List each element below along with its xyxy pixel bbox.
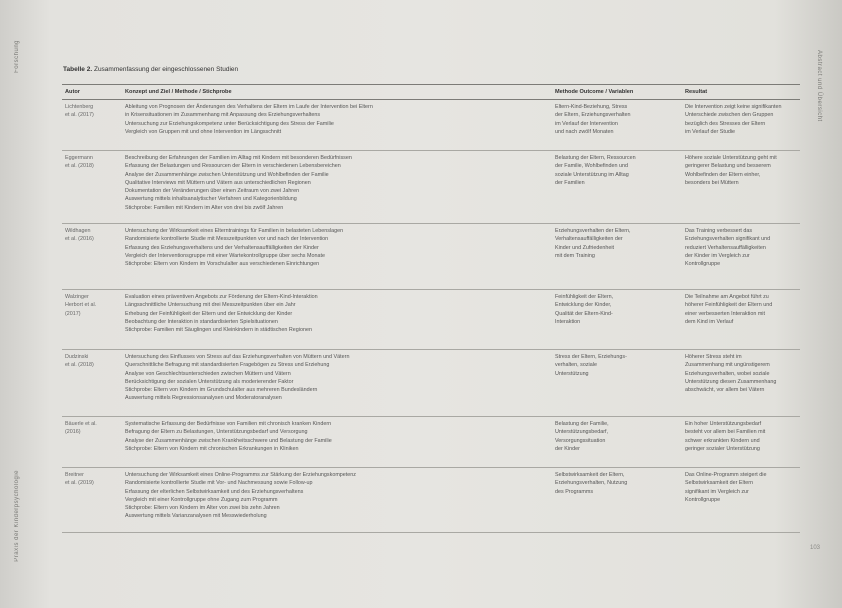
cell-outcome-line: Belastung der Eltern, Ressourcen [555, 155, 636, 161]
cell-design-line: Vergleich mit einer Kontrollgruppe ohne Zugang zum Programm [125, 496, 278, 503]
cell-result-line: besonders bei Müttern [685, 179, 739, 186]
cell-result-line: Das Online-Programm steigert die [685, 472, 767, 478]
cell-design [122, 417, 552, 468]
cell-design-line: Systematische Erfassung der Bedürfnisse von Familien mit chronisch kranken Kindern [125, 421, 332, 427]
cell-design [122, 224, 552, 290]
cell-design-line: Dokumentation der Veränderungen über einen Zeitraum von zwei Jahren [125, 188, 300, 195]
cell-design-line: Auswertung mittels Varianzanalysen mit Messwiederholung [125, 513, 267, 520]
cell-result-line: geringerer Belastung und besserem [685, 163, 771, 170]
cell-result-line: einer verbesserten Interaktion mit [685, 310, 765, 317]
cell-design-line: Längsschnittliche Untersuchung mit drei Messzeitpunkten über ein Jahr [125, 302, 296, 309]
cell-author-line: Eggermann [65, 155, 93, 161]
cell-result-line: Das Training verbessert das [685, 228, 753, 234]
cell-author-line: et al. (2016) [65, 236, 94, 243]
cell-author [62, 417, 122, 468]
cell-author [62, 224, 122, 290]
cell-outcome-line: und nach zwölf Monaten [555, 128, 614, 135]
cell-outcome-line: verhalten, soziale [555, 362, 597, 369]
cell-result [682, 224, 800, 290]
cell-result-line: Die Teilnahme am Angebot führt zu [685, 294, 769, 300]
cell-author [62, 100, 122, 151]
cell-outcome-line: im Verlauf der Intervention [555, 120, 618, 127]
cell-result-line: bezüglich des Stresses der Eltern [685, 120, 766, 127]
running-footer-left: Praxis der Kinderpsychologie [14, 470, 20, 562]
cell-design-line: Erfassung der Belastungen und Ressourcen der Eltern in verschiedenen Lebensbereichen [125, 163, 341, 170]
cell-outcome-line: Unterstützungsbedarf, [555, 429, 609, 436]
cell-design-line: Auswertung mittels inhaltsanalytischer Verfahren und Kategorienbildung [125, 196, 297, 203]
cell-outcome-line: Verhaltensauffälligkeiten der [555, 236, 623, 243]
cell-author-line: (2017) [65, 310, 81, 317]
cell-design-line: Randomisierte kontrollierte Studie mit Vor- und Nachmessung sowie Follow-up [125, 480, 313, 487]
cell-outcome-line: soziale Unterstützung im Alltag [555, 171, 629, 178]
cell-author-line: et al. (2018) [65, 163, 94, 170]
cell-author-line: Bäuerle et al. [65, 421, 97, 427]
cell-author-line: et al. (2017) [65, 112, 94, 119]
cell-design-line: Evaluation eines präventiven Angebots zur Förderung der Eltern-Kind-Interaktion [125, 294, 318, 300]
cell-result-line: Höherer Stress steht im [685, 354, 742, 360]
cell-result-line: Die Intervention zeigt keine signifikanten [685, 104, 782, 110]
cell-design [122, 350, 552, 417]
cell-author-line: Dudzinski [65, 354, 89, 360]
cell-outcome-line: der Eltern, Erziehungsverhalten [555, 112, 631, 119]
cell-design-line: Befragung der Eltern zu Belastungen, Unterstützungsbedarf und Versorgung [125, 429, 308, 436]
cell-outcome [552, 224, 682, 290]
cell-outcome-line: Qualität der Eltern-Kind- [555, 310, 613, 317]
cell-design-line: Beschreibung der Erfahrungen der Familien im Alltag mit Kindern mit besonderen Bedürfnissen [125, 155, 352, 161]
cell-design-line: Stichprobe: Familien mit Kindern im Alter von drei bis zwölf Jahren [125, 204, 284, 211]
cell-result-line: höherer Feinfühligkeit der Eltern und [685, 302, 773, 309]
cell-design-line: Qualitative Interviews mit Müttern und Vätern aus unterschiedlichen Regionen [125, 179, 311, 186]
cell-author-line: et al. (2018) [65, 362, 94, 369]
running-header-left: Forschung [14, 40, 20, 73]
cell-author [62, 151, 122, 224]
header-outcome: Methode Outcome / Variablen [552, 85, 682, 100]
table-caption-label: Tabelle 2. [63, 66, 93, 73]
cell-outcome-line: der Kinder [555, 445, 580, 452]
cell-outcome [552, 468, 682, 533]
table-caption-text: Zusammenfassung der eingeschlossenen Studien [93, 66, 239, 73]
cell-design-line: Analyse der Zusammenhänge zwischen Krankheitsschwere und Belastung der Familie [125, 437, 332, 444]
cell-design-line: Querschnittliche Befragung mit standardisierten Fragebögen zu Stress und Erziehung [125, 362, 330, 369]
cell-author-line: Wildhagen [65, 228, 91, 234]
cell-design-line: Stichprobe: Eltern von Kindern mit chronischen Erkrankungen in Kliniken [125, 445, 299, 452]
cell-design-line: Randomisierte kontrollierte Studie mit Messzeitpunkten vor und nach der Intervention [125, 236, 329, 243]
cell-outcome-line: Selbstwirksamkeit der Eltern, [555, 472, 625, 478]
cell-result-line: Wohlbefinden der Eltern einher, [685, 171, 761, 178]
cell-result-line: signifikant im Vergleich zur [685, 488, 749, 495]
table-row [62, 151, 800, 224]
cell-result [682, 468, 800, 533]
cell-design-line: Stichprobe: Eltern von Kindern im Grundschulalter aus mehreren Bundesländern [125, 387, 318, 394]
cell-outcome-line: Versorgungssituation [555, 437, 606, 444]
cell-design-line: Untersuchung der Wirksamkeit eines Elterntrainings für Familien in belasteten Lebenslagen [125, 228, 344, 234]
table-row [62, 468, 800, 533]
cell-author [62, 290, 122, 350]
cell-design-line: Untersuchung des Einflusses von Stress auf das Erziehungsverhalten von Müttern und Vätern [125, 354, 350, 360]
table-row [62, 290, 800, 350]
cell-outcome-line: Eltern-Kind-Beziehung, Stress [555, 104, 628, 110]
cell-outcome-line: der Familie, Wohlbefinden und [555, 163, 629, 170]
cell-result-line: Erziehungsverhalten signifikant und [685, 236, 771, 243]
cell-outcome-line: Unterstützung [555, 370, 589, 377]
cell-outcome [552, 151, 682, 224]
cell-author-line: et al. (2019) [65, 480, 94, 487]
cell-design [122, 100, 552, 151]
cell-result [682, 100, 800, 151]
cell-author-line: Herbort et al. [65, 302, 97, 309]
cell-design-line: Ableitung von Prognosen der Änderungen des Verhaltens der Eltern im Laufe der Intervention bei Eltern [125, 104, 373, 110]
cell-result-line: besteht vor allem bei Familien mit [685, 429, 766, 436]
cell-author-line: Lichtenberg [65, 104, 94, 110]
cell-result-line: Zusammenhang mit ungünstigerem [685, 362, 770, 369]
cell-result [682, 290, 800, 350]
cell-outcome [552, 350, 682, 417]
cell-design-line: Berücksichtigung der sozialen Unterstützung als moderierender Faktor [125, 378, 294, 385]
cell-result-line: Höhere soziale Unterstützung geht mit [685, 155, 777, 161]
cell-design-line: Vergleich der Interventionsgruppe mit einer Wartekontrollgruppe über sechs Monate [125, 252, 325, 259]
cell-design [122, 290, 552, 350]
cell-design-line: Vergleich von Gruppen mit und ohne Intervention im Längsschnitt [125, 128, 282, 135]
cell-author-line: Breitner [65, 472, 84, 478]
cell-design-line: Erfassung der elterlichen Selbstwirksamkeit und des Erziehungsverhaltens [125, 488, 304, 495]
cell-design-line: Analyse der Zusammenhänge zwischen Unterstützung und Wohlbefinden der Familie [125, 171, 329, 178]
cell-result-line: reduziert Verhaltensauffälligkeiten [685, 244, 766, 251]
cell-design-line: in Krisensituationen im Zusammenhang mit Anpassung des Erziehungsverhaltens [125, 112, 321, 119]
cell-author [62, 468, 122, 533]
cell-result-line: schwer erkrankten Kindern und [685, 437, 760, 444]
table-row [62, 224, 800, 290]
cell-author-line: (2016) [65, 429, 81, 436]
cell-outcome-line: Kinder und Zufriedenheit [555, 244, 615, 251]
cell-design [122, 468, 552, 533]
cell-result [682, 417, 800, 468]
table-row [62, 417, 800, 468]
cell-design-line: Stichprobe: Eltern von Kindern im Alter von zwei bis zehn Jahren [125, 505, 280, 512]
cell-outcome-line: mit dem Training [555, 252, 595, 259]
cell-result-line: Unterschiede zwischen den Gruppen [685, 112, 774, 119]
cell-design-line: Erhebung der Feinfühligkeit der Eltern und der Entwicklung der Kinder [125, 310, 293, 317]
cell-design [122, 151, 552, 224]
cell-design-line: Stichprobe: Eltern von Kindern im Vorschulalter aus verschiedenen Einrichtungen [125, 261, 320, 268]
cell-author-line: Walzinger [65, 294, 89, 300]
cell-design-line: Untersuchung zur Erziehungskompetenz unter Berücksichtigung des Stress der Familie [125, 120, 334, 127]
studies-table [62, 84, 800, 533]
cell-result-line: Ein hoher Unterstützungsbedarf [685, 421, 762, 427]
header-design: Konzept und Ziel / Methode / Stichprobe [122, 85, 552, 100]
cell-result-line: Kontrollgruppe [685, 261, 721, 268]
cell-outcome-line: des Programms [555, 488, 594, 495]
cell-outcome-line: Feinfühligkeit der Eltern, [555, 294, 614, 300]
cell-result-line: der Kinder im Vergleich zur [685, 252, 750, 259]
cell-outcome [552, 100, 682, 151]
cell-outcome-line: Entwicklung der Kinder, [555, 302, 612, 309]
cell-author [62, 350, 122, 417]
cell-design-line: Auswertung mittels Regressionsanalysen und Moderatoranalysen [125, 395, 282, 402]
cell-result-line: abschwächt, vor allem bei Vätern [685, 387, 765, 394]
cell-outcome-line: Erziehungsverhalten, Nutzung [555, 480, 628, 487]
table-row [62, 350, 800, 417]
cell-result-line: im Verlauf der Studie [685, 128, 736, 135]
header-result: Resultat [682, 85, 800, 100]
cell-outcome-line: Belastung der Familie, [555, 421, 609, 427]
cell-outcome [552, 290, 682, 350]
cell-outcome-line: Interaktion [555, 318, 581, 325]
cell-result-line: geringer sozialer Unterstützung [685, 445, 760, 452]
header-author: Autor [62, 85, 122, 100]
cell-outcome-line: Stress der Eltern, Erziehungs- [555, 354, 627, 360]
cell-design-line: Beobachtung der Interaktion in standardisierten Spielsituationen [125, 318, 278, 325]
cell-result-line: Selbstwirksamkeit der Eltern [685, 480, 754, 487]
cell-result [682, 151, 800, 224]
cell-design-line: Untersuchung der Wirksamkeit eines Online-Programms zur Stärkung der Erziehungskompetenz [125, 472, 356, 478]
cell-result-line: Erziehungsverhalten, wobei soziale [685, 370, 770, 377]
page-number: 103 [809, 545, 820, 551]
table-caption [63, 66, 238, 73]
cell-outcome-line: Erziehungsverhalten der Eltern, [555, 228, 631, 234]
table-header-row [62, 85, 800, 100]
cell-result-line: Unterstützung diesen Zusammenhang [685, 378, 777, 385]
cell-outcome-line: der Familien [555, 179, 585, 186]
cell-result [682, 350, 800, 417]
cell-design-line: Stichprobe: Familien mit Säuglingen und Kleinkindern in städtischen Regionen [125, 327, 312, 334]
cell-design-line: Erfassung des Erziehungsverhaltens und der Verhaltensauffälligkeiten der Kinder [125, 244, 319, 251]
table-row [62, 100, 800, 151]
running-header-right: Abstract und Übersicht [816, 50, 822, 122]
cell-result-line: dem Kind im Verlauf [685, 318, 734, 325]
cell-design-line: Analyse von Geschlechtsunterschieden zwischen Müttern und Vätern [125, 370, 291, 377]
cell-outcome [552, 417, 682, 468]
cell-result-line: Kontrollgruppe [685, 496, 721, 503]
